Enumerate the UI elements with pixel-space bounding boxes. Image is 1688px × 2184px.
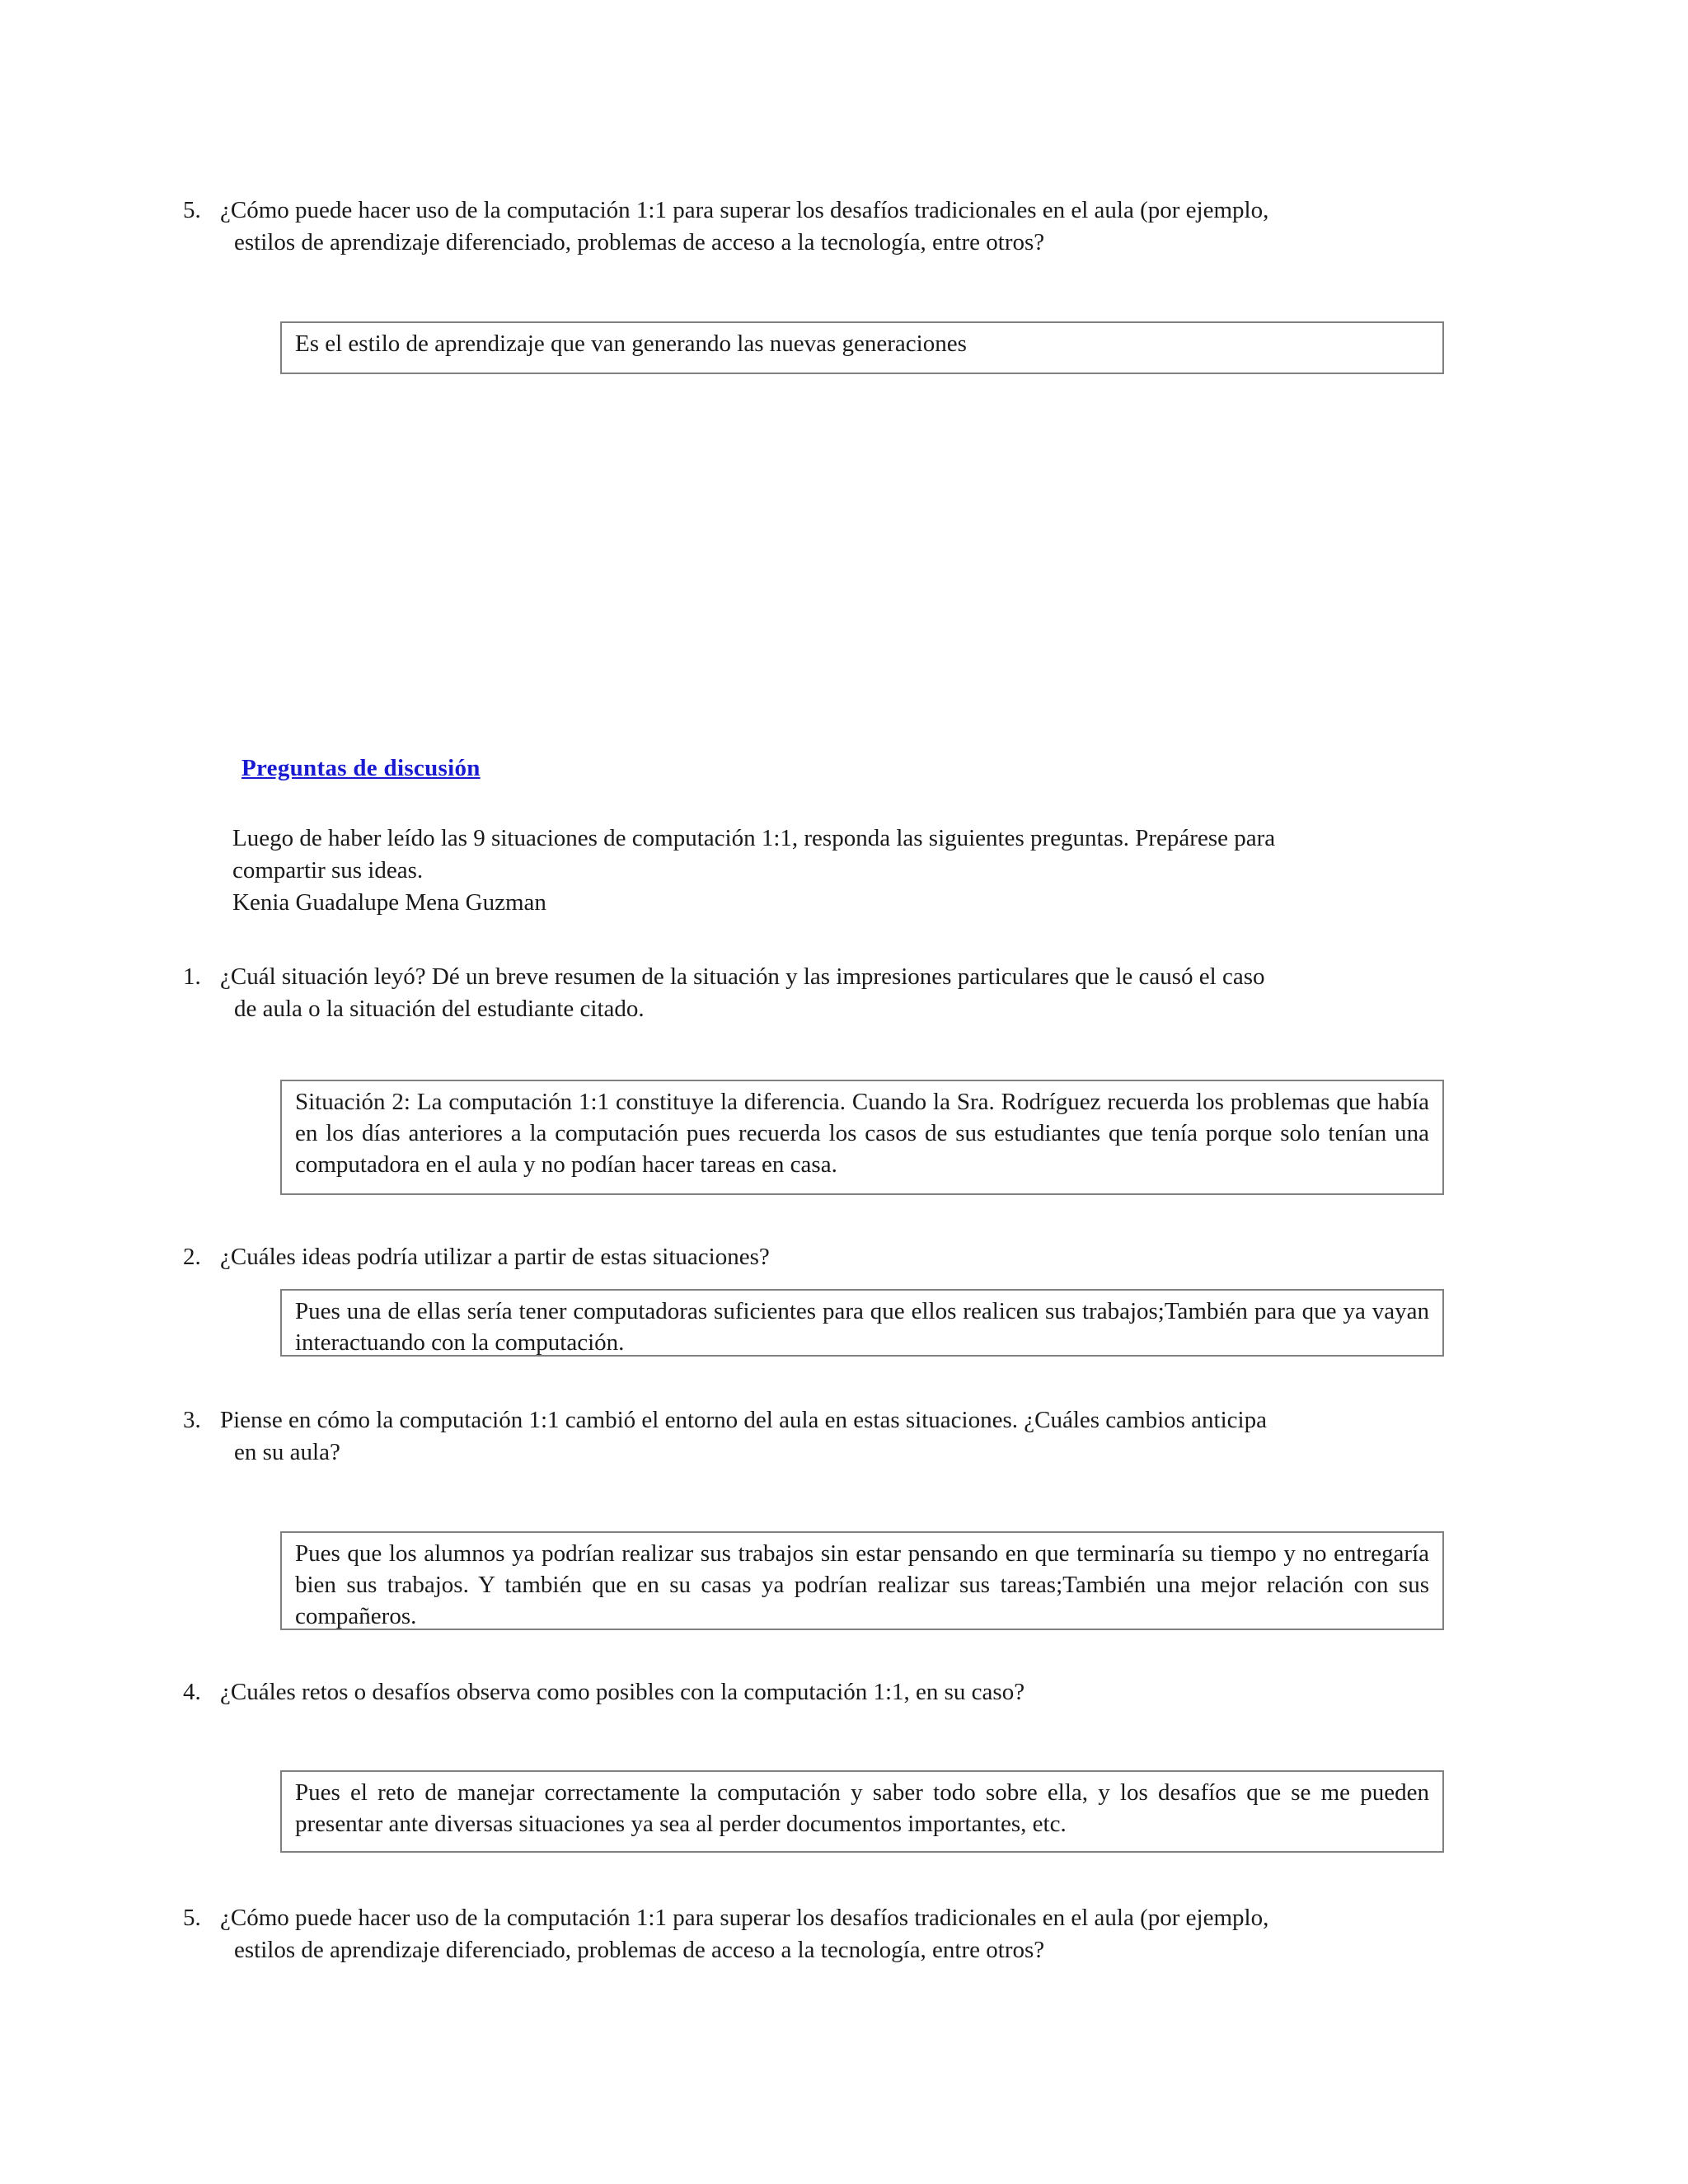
answer-box-1 (280, 1080, 1444, 1195)
question-2 (183, 1241, 1444, 1273)
question-line-1: ¿Cuál situación leyó? Dé un breve resumen de la situación y las impresiones particulares que le causó el caso (220, 963, 1265, 990)
question-text (183, 961, 1444, 1025)
question-5-top (183, 194, 1444, 259)
author-name: Kenia Guadalupe Mena Guzman (232, 889, 546, 916)
answer-box-top (280, 321, 1444, 374)
intro-line-2: compartir sus ideas. (232, 857, 424, 883)
question-text (183, 1404, 1444, 1469)
answer-box-4 (280, 1770, 1444, 1853)
section-intro (232, 823, 1444, 919)
answer-text: Pues el reto de manejar correctamente la computación y saber todo sobre ella, y los desafíos que se me pueden presentar ante diversas situaciones ya sea al perder documentos importantes, etc. (295, 1779, 1429, 1837)
question-text (183, 1241, 1444, 1273)
question-1 (183, 961, 1444, 1025)
answer-box-2 (280, 1289, 1444, 1357)
question-number: 3. (183, 1407, 201, 1433)
question-number: 5. (183, 1905, 201, 1931)
question-number: 1. (183, 963, 201, 990)
question-number: 2. (183, 1244, 201, 1270)
question-line-2: en su aula? (234, 1439, 340, 1465)
question-5-bottom (183, 1902, 1444, 1966)
question-number: 4. (183, 1679, 201, 1705)
intro-line-1: Luego de haber leído las 9 situaciones de computación 1:1, responda las siguientes preguntas. Prepárese para (232, 825, 1276, 851)
question-4 (183, 1676, 1444, 1708)
question-number: 5. (183, 197, 201, 223)
question-line-1: Piense en cómo la computación 1:1 cambió el entorno del aula en estas situaciones. ¿Cuáles cambios anticipa (220, 1407, 1267, 1433)
question-text (183, 1902, 1444, 1966)
question-line-1: ¿Cómo puede hacer uso de la computación 1:1 para superar los desafíos tradicionales en el aula (por ejemplo, (220, 1905, 1269, 1931)
question-line-1: ¿Cuáles ideas podría utilizar a partir de estas situaciones? (220, 1244, 770, 1270)
question-line-1: ¿Cuáles retos o desafíos observa como posibles con la computación 1:1, en su caso? (220, 1679, 1025, 1705)
answer-text: Es el estilo de aprendizaje que van generando las nuevas generaciones (295, 330, 967, 357)
answer-text: Situación 2: La computación 1:1 constituye la diferencia. Cuando la Sra. Rodríguez recuerda los problemas que había en los días anteriores a la computación pues recuerda los casos de sus estudiantes que tenía porque solo tenían una computadora en el aula y no podían hacer tareas en casa. (295, 1089, 1429, 1178)
question-3 (183, 1404, 1444, 1469)
question-text (183, 194, 1444, 259)
question-line-2: estilos de aprendizaje diferenciado, problemas de acceso a la tecnología, entre otros? (234, 229, 1045, 255)
question-text (183, 1676, 1444, 1708)
question-line-1: ¿Cómo puede hacer uso de la computación 1:1 para superar los desafíos tradicionales en el aula (por ejemplo, (220, 197, 1269, 223)
section-title[interactable]: Preguntas de discusión (241, 755, 481, 781)
question-line-2: estilos de aprendizaje diferenciado, problemas de acceso a la tecnología, entre otros? (234, 1937, 1045, 1963)
question-line-2: de aula o la situación del estudiante citado. (234, 996, 645, 1022)
answer-text: Pues una de ellas sería tener computadoras suficientes para que ellos realicen sus trabajos;También para que ya vayan interactuando con la computación. (295, 1298, 1429, 1356)
answer-box-3 (280, 1531, 1444, 1630)
answer-text: Pues que los alumnos ya podrían realizar sus trabajos sin estar pensando en que terminaría su tiempo y no entregaría bien sus trabajos. Y también que en su casas ya podrían realizar sus tareas;También una mejor relación con sus compañeros. (295, 1540, 1429, 1629)
